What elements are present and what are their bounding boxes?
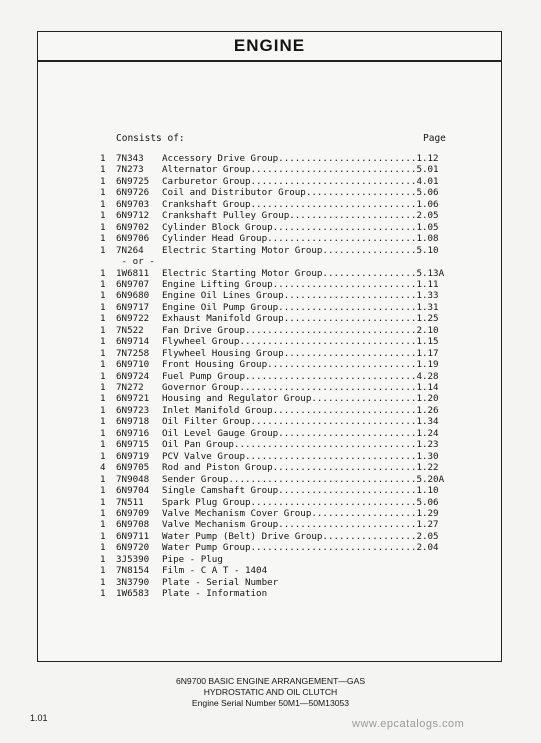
item-description: Single Camshaft Group.........................1.10 bbox=[162, 485, 439, 497]
item-quantity: 1 bbox=[100, 473, 106, 485]
item-part-number: 6N9708 bbox=[116, 519, 150, 531]
item-description: Governor Group................................1.14 bbox=[162, 382, 439, 393]
item-description: Sender Group..................................5.20A bbox=[162, 473, 445, 485]
item-part-number: 6N9680 bbox=[116, 290, 150, 302]
item-description: Cylinder Block Group..........................1.05 bbox=[162, 221, 439, 233]
item-part-number: 6N9711 bbox=[116, 530, 150, 542]
item-quantity: 1 bbox=[100, 382, 106, 393]
item-part-number: 6N9715 bbox=[116, 439, 150, 451]
item-part-number: 6N9724 bbox=[116, 370, 150, 382]
item-quantity: 1 bbox=[100, 244, 106, 256]
item-part-number: 7N522 bbox=[116, 324, 144, 336]
item-part-number: 6N9723 bbox=[116, 404, 150, 416]
item-description: Rod and Piston Group..........................1.22 bbox=[162, 462, 439, 474]
item-description: Front Housing Group...........................1.19 bbox=[162, 359, 439, 371]
item-description: Oil Pan Group.................................1.23 bbox=[162, 439, 439, 451]
item-description: Coil and Distributor Group....................5.06 bbox=[162, 187, 439, 199]
item-part-number: 6N9704 bbox=[116, 485, 150, 497]
item-quantity: 1 bbox=[100, 164, 106, 176]
item-quantity: 1 bbox=[100, 370, 106, 382]
item-part-number: - or - bbox=[116, 256, 155, 268]
item-description: Carburetor Group..............................4.01 bbox=[162, 175, 439, 187]
item-part-number: 6N9722 bbox=[116, 313, 150, 325]
item-description: Spark Plug Group..............................5.06 bbox=[162, 496, 439, 508]
item-quantity: 1 bbox=[100, 347, 106, 359]
item-part-number: 7N264 bbox=[116, 244, 144, 256]
item-part-number: 7N7258 bbox=[116, 347, 150, 359]
item-quantity: 1 bbox=[100, 416, 106, 428]
item-quantity: 1 bbox=[100, 233, 106, 245]
item-quantity: 1 bbox=[100, 496, 106, 508]
item-part-number: 6N9716 bbox=[116, 427, 150, 439]
item-quantity: 1 bbox=[100, 450, 106, 462]
item-quantity: 1 bbox=[100, 198, 106, 210]
item-part-number: 6N9706 bbox=[116, 233, 150, 245]
item-description: Exhaust Manifold Group........................1.25 bbox=[162, 313, 439, 325]
item-part-number: 7N9048 bbox=[116, 473, 150, 485]
item-quantity: 1 bbox=[100, 175, 106, 187]
item-part-number: 7N273 bbox=[116, 164, 144, 176]
item-description: Film - C A T - 1404 bbox=[162, 565, 268, 577]
item-description: Water Pump (Belt) Drive Group.................2.05 bbox=[162, 530, 439, 542]
item-quantity: 1 bbox=[100, 187, 106, 199]
item-quantity: 1 bbox=[100, 153, 106, 164]
item-quantity: 1 bbox=[100, 324, 106, 336]
item-part-number: 6N9719 bbox=[116, 450, 150, 462]
item-quantity: 1 bbox=[100, 427, 106, 439]
item-description: Fuel Pump Group...............................4.28 bbox=[162, 370, 439, 382]
item-quantity: 1 bbox=[100, 393, 106, 405]
item-quantity: 1 bbox=[100, 507, 106, 519]
item-description: Engine Oil Lines Group........................1.33 bbox=[162, 290, 439, 302]
item-part-number: 6N9710 bbox=[116, 359, 150, 371]
item-part-number: 6N9709 bbox=[116, 507, 150, 519]
item-quantity: 1 bbox=[100, 439, 106, 451]
page-number: 1.01 bbox=[30, 713, 48, 723]
item-description: Housing and Regulator Group...................1.20 bbox=[162, 393, 439, 405]
item-quantity: 1 bbox=[100, 278, 106, 290]
item-description: Flywheel Group................................1.15 bbox=[162, 336, 439, 348]
item-description: Fan Drive Group...............................2.10 bbox=[162, 324, 439, 336]
item-quantity: 1 bbox=[100, 485, 106, 497]
consists-of-label: Consists of: bbox=[116, 133, 185, 144]
item-quantity: 1 bbox=[100, 553, 106, 565]
footer-subtitle: HYDROSTATIC AND OIL CLUTCH bbox=[203, 687, 338, 697]
item-description: Valve Mechanism Group.........................1.27 bbox=[162, 519, 439, 531]
footer-serial-range: Engine Serial Number 50M1—50M13053 bbox=[191, 698, 350, 708]
item-description: Electric Starting Motor Group.................5.13A bbox=[162, 267, 445, 279]
item-part-number: 6N9712 bbox=[116, 210, 150, 222]
parts-list-frame bbox=[37, 31, 502, 662]
item-quantity: 1 bbox=[100, 565, 106, 577]
item-quantity: 1 bbox=[100, 542, 106, 554]
item-part-number: 6N9705 bbox=[116, 462, 150, 474]
item-quantity: 1 bbox=[100, 267, 106, 279]
item-description: Oil Level Gauge Group.........................1.24 bbox=[162, 427, 439, 439]
page-title: ENGINE bbox=[38, 32, 501, 62]
item-part-number: 6N9725 bbox=[116, 175, 150, 187]
item-description: PCV Valve Group...............................1.30 bbox=[162, 450, 439, 462]
item-quantity: 1 bbox=[100, 588, 106, 600]
footer-arrangement: 6N9700 BASIC ENGINE ARRANGEMENT—GAS bbox=[175, 676, 366, 686]
item-part-number: 6N9726 bbox=[116, 187, 150, 199]
item-part-number: 7N511 bbox=[116, 496, 144, 508]
item-part-number: 1W6811 bbox=[116, 267, 150, 279]
item-quantity: 1 bbox=[100, 576, 106, 588]
item-part-number: 6N9720 bbox=[116, 542, 150, 554]
item-description: Engine Lifting Group..........................1.11 bbox=[162, 278, 439, 290]
item-part-number: 6N9702 bbox=[116, 221, 150, 233]
item-quantity: 1 bbox=[100, 313, 106, 325]
item-description: Flywheel Housing Group........................1.17 bbox=[162, 347, 439, 359]
item-part-number: 3J5390 bbox=[116, 553, 150, 565]
item-part-number: 6N9707 bbox=[116, 278, 150, 290]
item-part-number: 7N8154 bbox=[116, 565, 150, 577]
item-description: Plate - Information bbox=[162, 588, 268, 600]
item-part-number: 7N343 bbox=[116, 153, 144, 164]
item-description: Plate - Serial Number bbox=[162, 576, 279, 588]
item-quantity: 1 bbox=[100, 336, 106, 348]
page-column-header: Page bbox=[423, 133, 446, 144]
item-quantity: 1 bbox=[100, 519, 106, 531]
item-part-number: 6N9717 bbox=[116, 301, 150, 313]
item-description: Cylinder Head Group...........................1.08 bbox=[162, 233, 439, 245]
item-part-number: 7N272 bbox=[116, 382, 144, 393]
item-description: Water Pump Group..............................2.04 bbox=[162, 542, 439, 554]
item-part-number: 1W6583 bbox=[116, 588, 150, 600]
watermark-link[interactable]: www.epcatalogs.com bbox=[352, 718, 465, 730]
item-description: Oil Filter Group..............................1.34 bbox=[162, 416, 439, 428]
item-description: Alternator Group..............................5.01 bbox=[162, 164, 439, 176]
item-quantity: 1 bbox=[100, 530, 106, 542]
item-quantity: 1 bbox=[100, 359, 106, 371]
item-description: Electric Starting Motor Group.................5.10 bbox=[162, 244, 439, 256]
item-quantity: 1 bbox=[100, 221, 106, 233]
item-description: Crankshaft Group..............................1.06 bbox=[162, 198, 439, 210]
item-description: Pipe - Plug bbox=[162, 553, 223, 565]
item-description: Engine Oil Pump Group.........................1.31 bbox=[162, 301, 439, 313]
item-part-number: 6N9718 bbox=[116, 416, 150, 428]
item-part-number: 6N9721 bbox=[116, 393, 150, 405]
item-quantity: 1 bbox=[100, 404, 106, 416]
item-quantity: 1 bbox=[100, 301, 106, 313]
item-description: Valve Mechanism Cover Group...................1.29 bbox=[162, 507, 439, 519]
item-part-number: 3N3790 bbox=[116, 576, 150, 588]
item-description: Inlet Manifold Group..........................1.26 bbox=[162, 404, 439, 416]
item-description: Accessory Drive Group.........................1.12 bbox=[162, 153, 439, 164]
item-quantity: 1 bbox=[100, 290, 106, 302]
item-quantity: 4 bbox=[100, 462, 106, 474]
item-quantity: 1 bbox=[100, 210, 106, 222]
item-part-number: 6N9714 bbox=[116, 336, 150, 348]
item-description: Crankshaft Pulley Group.......................2.05 bbox=[162, 210, 439, 222]
item-part-number: 6N9703 bbox=[116, 198, 150, 210]
